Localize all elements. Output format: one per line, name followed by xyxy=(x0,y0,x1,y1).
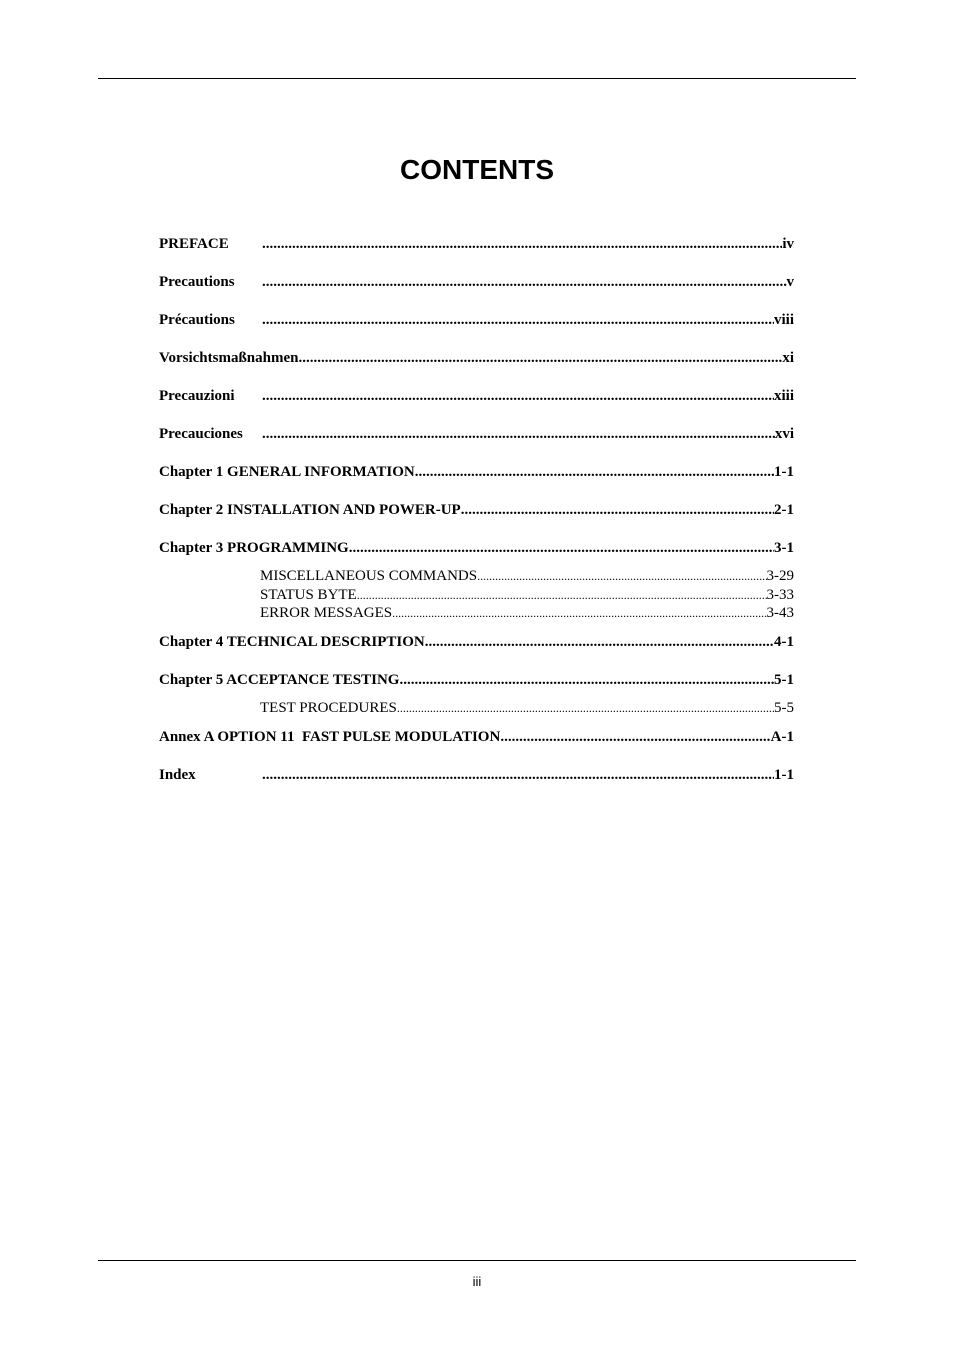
toc-subentry-test-procedures[interactable] xyxy=(159,700,794,717)
toc-entry-label: Chapter 5 ACCEPTANCE TESTING xyxy=(159,672,400,688)
toc-entry-label: Precauzioni xyxy=(159,388,235,404)
toc-leader-dots xyxy=(262,767,774,784)
toc-entry-chapter-3[interactable] xyxy=(159,540,794,557)
toc-entry-label: PREFACE xyxy=(159,236,229,252)
toc-entry-page: xiii xyxy=(773,388,794,404)
toc-entry-index[interactable] xyxy=(159,767,794,784)
toc-entry-label: Chapter 3 PROGRAMMING xyxy=(159,540,349,556)
toc-leader-dots xyxy=(425,634,774,651)
toc-subentry-misc-commands[interactable] xyxy=(159,568,794,585)
page-number: iii xyxy=(472,1274,482,1289)
toc-entry-chapter-1[interactable] xyxy=(159,464,794,481)
toc-entry-label: Precauciones xyxy=(159,426,243,442)
toc-leader-dots xyxy=(477,568,766,585)
toc-entry-page: iv xyxy=(782,236,794,252)
toc-subentry-label: MISCELLANEOUS COMMANDS xyxy=(260,568,478,584)
footer-rule xyxy=(98,1260,856,1261)
toc-subentry-page: 3-43 xyxy=(766,605,794,621)
toc-leader-dots xyxy=(399,672,774,689)
toc-subentry-page: 3-29 xyxy=(766,568,794,584)
toc-entry-page: 3-1 xyxy=(774,540,794,556)
toc-subentry-label: TEST PROCEDURES xyxy=(260,700,397,716)
toc-entry-page: 5-1 xyxy=(774,672,794,688)
toc-leader-dots xyxy=(461,502,774,519)
toc-leader-dots xyxy=(262,312,774,329)
toc-entry-precautions-fr[interactable] xyxy=(159,312,794,329)
toc-entry-precautions-en[interactable] xyxy=(159,274,794,291)
toc-entry-precautions-es[interactable] xyxy=(159,426,794,443)
toc-entry-page: A-1 xyxy=(770,729,794,745)
toc-leader-dots xyxy=(262,426,775,443)
toc-entry-label: Index xyxy=(159,767,196,783)
toc-entry-preface[interactable] xyxy=(159,236,794,253)
toc-entry-label: Chapter 1 GENERAL INFORMATION xyxy=(159,464,415,480)
toc-leader-dots xyxy=(262,236,782,253)
toc-entry-page: 1-1 xyxy=(774,464,794,480)
toc-entry-label: Chapter 4 TECHNICAL DESCRIPTION xyxy=(159,634,425,650)
toc-entry-label: Precautions xyxy=(159,274,235,290)
toc-entry-chapter-5[interactable] xyxy=(159,672,794,689)
toc-subentry-label: STATUS BYTE xyxy=(260,587,357,603)
toc-leader-dots xyxy=(415,464,774,481)
toc-leader-dots xyxy=(500,729,770,746)
toc-subentry-page: 5-5 xyxy=(774,700,794,716)
toc-leader-dots xyxy=(298,350,782,367)
toc-leader-dots xyxy=(262,274,787,291)
toc-leader-dots xyxy=(357,587,767,604)
toc-entry-chapter-4[interactable] xyxy=(159,634,794,651)
toc-entry-chapter-2[interactable] xyxy=(159,502,794,519)
toc-leader-dots xyxy=(262,388,774,405)
toc-entry-page: v xyxy=(786,274,794,290)
toc-leader-dots xyxy=(392,605,766,622)
toc-entry-page: viii xyxy=(773,312,794,328)
toc-leader-dots xyxy=(397,700,774,717)
toc-subentry-status-byte[interactable] xyxy=(159,587,794,604)
toc-entry-page: 4-1 xyxy=(774,634,794,650)
toc-entry-precautions-de[interactable] xyxy=(159,350,794,367)
toc-entry-page: 2-1 xyxy=(774,502,794,518)
toc-subentry-page: 3-33 xyxy=(766,587,794,603)
toc-entry-page: 1-1 xyxy=(774,767,794,783)
toc-entry-label: Chapter 2 INSTALLATION AND POWER-UP xyxy=(159,502,461,518)
toc-entry-label: Précautions xyxy=(159,312,235,328)
toc-entry-page: xi xyxy=(782,350,794,366)
toc-subentry-error-messages[interactable] xyxy=(159,605,794,622)
toc-subentry-label: ERROR MESSAGES xyxy=(260,605,393,621)
toc-entry-annex-a[interactable] xyxy=(159,729,794,746)
toc-leader-dots xyxy=(349,540,774,557)
toc-entry-page: xvi xyxy=(774,426,794,442)
table-of-contents xyxy=(159,0,794,1351)
toc-entry-label: Annex A OPTION 11 FAST PULSE MODULATION xyxy=(159,729,501,745)
page-title: CONTENTS xyxy=(400,154,554,185)
toc-entry-precautions-it[interactable] xyxy=(159,388,794,405)
toc-entry-label: Vorsichtsmaßnahmen xyxy=(159,350,299,366)
